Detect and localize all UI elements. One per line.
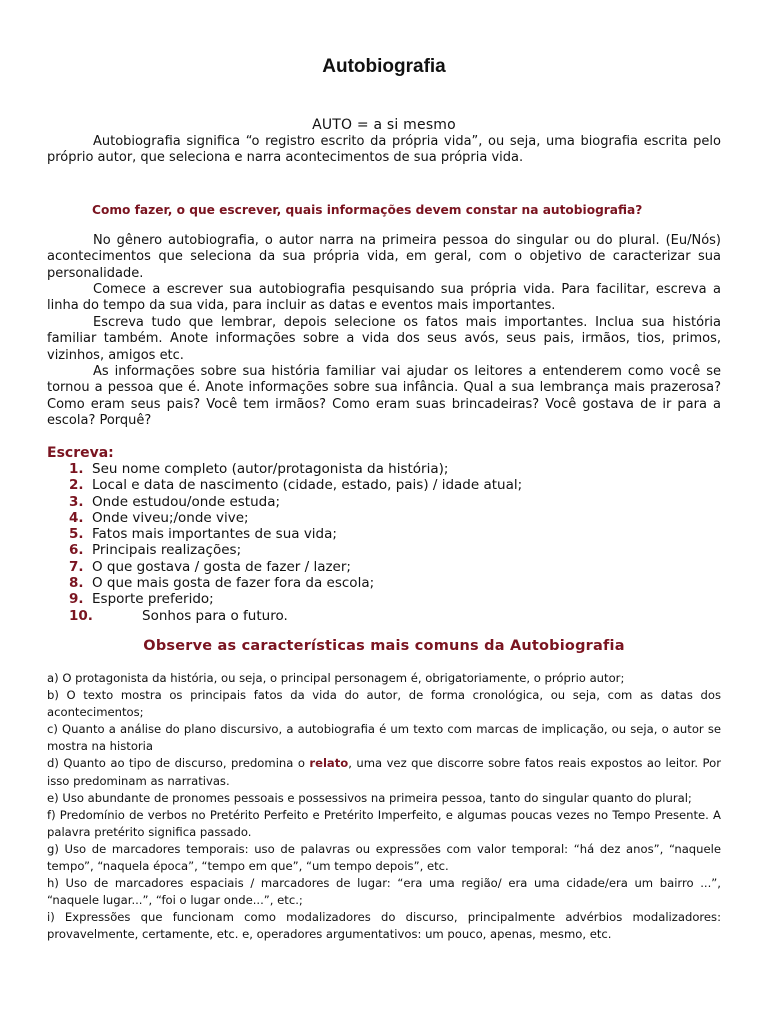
list-text: Local e data de nascimento (cidade, estado, pais) / idade atual; bbox=[92, 477, 523, 494]
relato-highlight: relato bbox=[309, 756, 349, 771]
list-number: 2. bbox=[69, 477, 84, 494]
body-paragraph-1 bbox=[47, 233, 721, 282]
auto-definition: AUTO = a si mesmo bbox=[312, 117, 456, 133]
list-text: O que gostava / gosta de fazer / lazer; bbox=[92, 558, 351, 575]
list-text: O que mais gosta de fazer fora da escola; bbox=[92, 575, 375, 592]
list-item bbox=[69, 510, 522, 526]
list-number: 3. bbox=[69, 493, 84, 510]
characteristic-item: e) Uso abundante de pronomes pessoais e possessivos na primeira pessoa, tanto do singular quanto do plural; bbox=[47, 790, 692, 805]
body-paragraph-text: Escreva tudo que lembrar, depois selecione os fatos mais importantes. Inclua sua história familiar também. Anote informações sobre a vida dos seus avós, seus pais, irmãos, tios, primos, vizinhos, amigos etc. bbox=[47, 315, 721, 363]
characteristic-text: d) Quanto ao tipo de discurso, predomina o bbox=[47, 756, 310, 771]
body-paragraph-3 bbox=[47, 315, 721, 364]
characteristic-item: g) Uso de marcadores temporais: uso de palavras ou expressões com valor temporal: “há dez anos”, “naquele tempo”, “naquela época”, “tempo em que”, “um tempo depois”, etc. bbox=[47, 841, 721, 874]
characteristic-item bbox=[47, 755, 721, 789]
intro-text: Autobiografia significa “o registro escrito da própria vida”, ou seja, uma biografia escrita pelo próprio autor, que seleciona e narra acontecimentos de sua própria vida. bbox=[47, 134, 721, 166]
list-text: Fatos mais importantes de sua vida; bbox=[92, 526, 337, 543]
characteristics-heading: Observe as características mais comuns da Autobiografia bbox=[143, 638, 625, 654]
list-item bbox=[69, 559, 522, 575]
characteristic-item: b) O texto mostra os principais fatos da vida do autor, de forma cronológica, ou seja, com as datas dos acontecimentos; bbox=[47, 688, 721, 720]
list-text: Onde viveu;/onde vive; bbox=[92, 509, 249, 526]
characteristic-text: , uma vez que discorre sobre fatos reais expostos ao leitor. Por isso predominam as narrativas. bbox=[47, 756, 721, 788]
list-number: 6. bbox=[69, 542, 84, 559]
list-item bbox=[69, 575, 522, 591]
list-item bbox=[69, 608, 522, 624]
page-title: Autobiografia bbox=[322, 56, 446, 77]
list-text: Esporte preferido; bbox=[92, 591, 214, 608]
intro-paragraph bbox=[47, 134, 721, 167]
list-number: 8. bbox=[69, 575, 84, 592]
list-number: 5. bbox=[69, 526, 84, 543]
body-paragraph-text: As informações sobre sua história familiar vai ajudar os leitores a entenderem como você se tornou a pessoa que é. Anote informações sobre sua infância. Qual a sua lembrança mais prazerosa? Como eram seus pais? Você tem irmãos? Como eram suas brincadeiras? Você gostava de ir para a escola? Porquê? bbox=[47, 364, 721, 428]
list-number: 4. bbox=[69, 509, 84, 526]
list-item bbox=[69, 542, 522, 558]
writing-list bbox=[69, 461, 522, 624]
characteristic-item: a) O protagonista da história, ou seja, o principal personagem é, obrigatoriamente, o próprio autor; bbox=[47, 671, 625, 685]
list-number: 9. bbox=[69, 591, 84, 608]
list-item bbox=[69, 477, 522, 493]
characteristic-item: f) Predomínio de verbos no Pretérito Perfeito e Pretérito Imperfeito, e algumas poucas vezes no Tempo Presente. A palavra pretérito significa passado. bbox=[47, 807, 721, 839]
list-text: Onde estudou/onde estuda; bbox=[92, 493, 281, 510]
list-item bbox=[69, 526, 522, 542]
list-number: 7. bbox=[69, 558, 84, 575]
characteristic-item: c) Quanto a análise do plano discursivo, a autobiografia é um texto com marcas de implicação, ou seja, o autor se mostra na historia bbox=[47, 722, 721, 754]
list-item bbox=[69, 494, 522, 510]
list-item bbox=[69, 461, 522, 477]
body-paragraph-text: Comece a escrever sua autobiografia pesquisando sua própria vida. Para facilitar, escreva a linha do tempo da sua vida, para incluir as datas e eventos mais importantes. bbox=[47, 282, 721, 314]
characteristics-list bbox=[47, 670, 721, 944]
list-number: 10. bbox=[69, 607, 93, 624]
list-text: Seu nome completo (autor/protagonista da história); bbox=[92, 461, 449, 477]
escreva-heading: Escreva: bbox=[47, 445, 114, 461]
section-question: Como fazer, o que escrever, quais informações devem constar na autobiografia? bbox=[92, 203, 643, 217]
list-text: Principais realizações; bbox=[92, 542, 242, 559]
body-paragraph-text: No gênero autobiografia, o autor narra na primeira pessoa do singular ou do plural. (Eu/Nós) acontecimentos que seleciona da sua própria vida, em geral, com o objetivo de caracterizar sua personalidade. bbox=[47, 233, 721, 281]
characteristic-item: h) Uso de marcadores espaciais / marcadores de lugar: “era uma região/ era uma cidade/era um bairro ...”, “naquele lugar...”, “foi o lugar onde...”, etc.; bbox=[47, 876, 721, 908]
body-paragraph-2 bbox=[47, 282, 721, 315]
body-paragraph-4 bbox=[47, 364, 721, 429]
list-number: 1. bbox=[69, 461, 84, 477]
characteristic-item: i) Expressões que funcionam como modalizadores do discurso, principalmente advérbios modalizadores: provavelmente, certamente, etc. e, operadores argumentativos: um pouco, apenas, mesmo, etc. bbox=[47, 910, 721, 942]
list-item bbox=[69, 591, 522, 607]
list-text: Sonhos para o futuro. bbox=[142, 607, 288, 624]
